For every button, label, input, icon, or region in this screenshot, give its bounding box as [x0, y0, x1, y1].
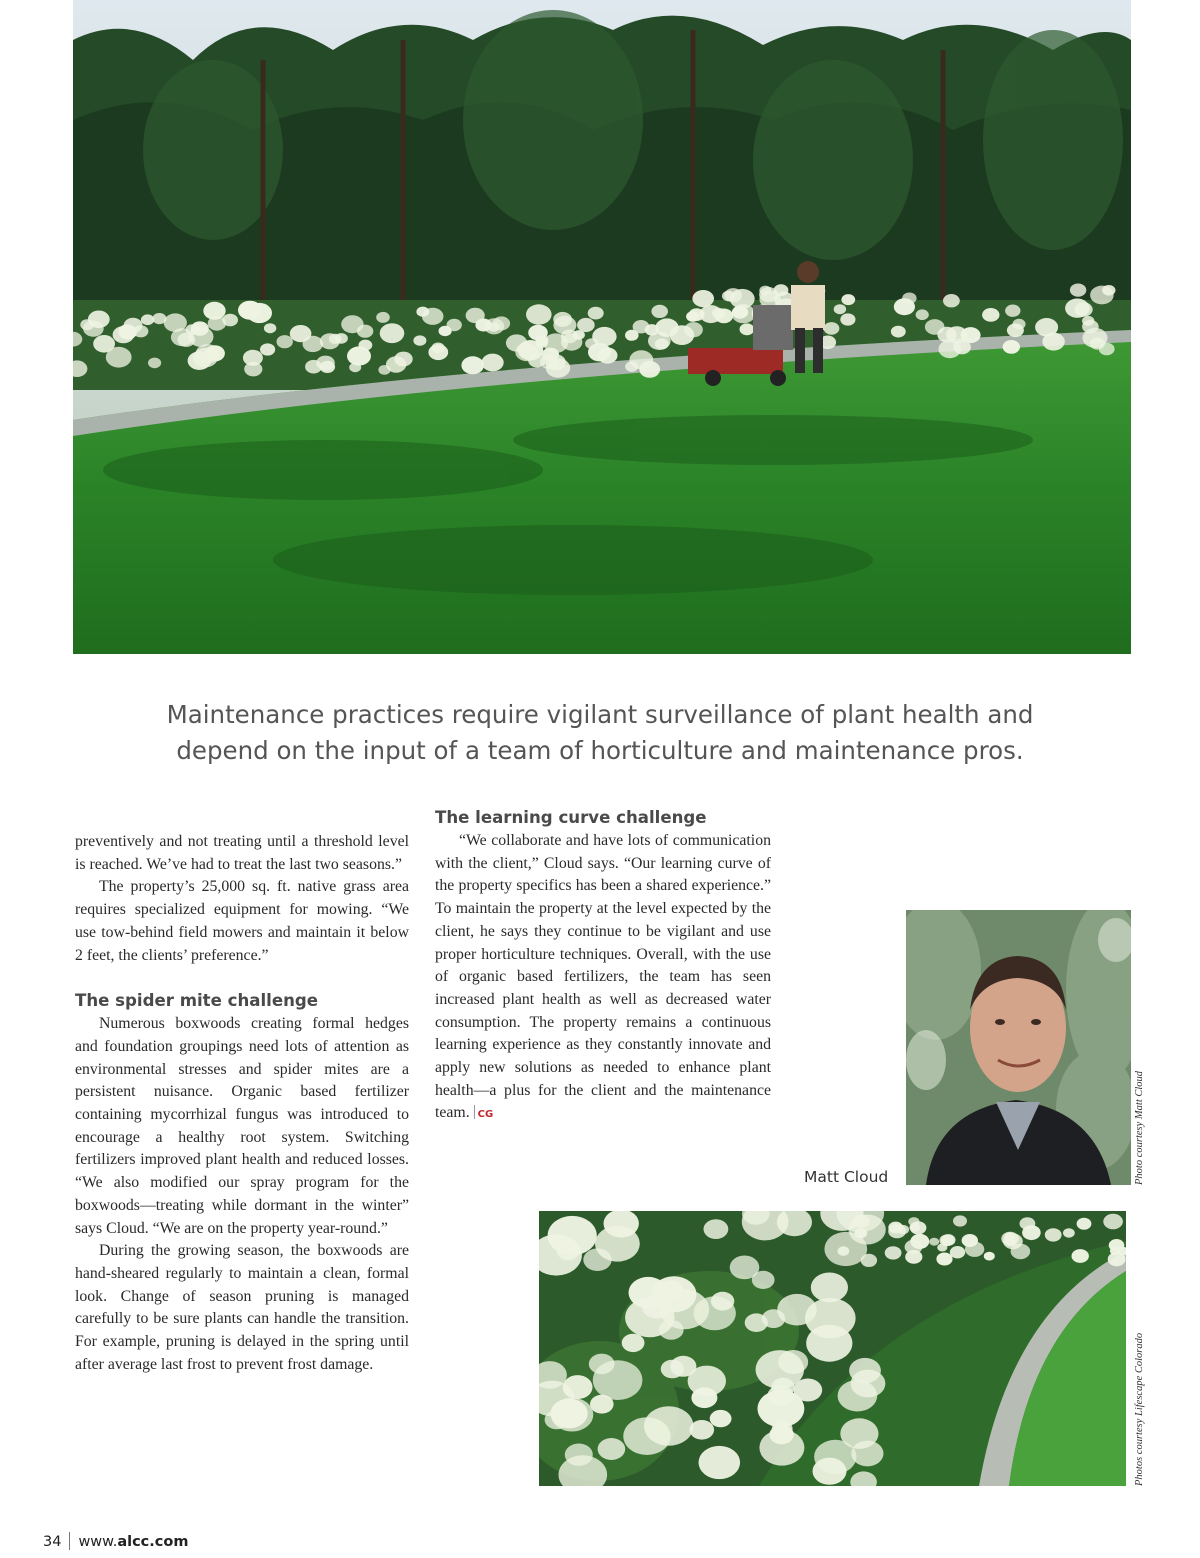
- hydrangea-bloom: [593, 1360, 643, 1400]
- hydrangea-bloom: [1070, 284, 1086, 297]
- hydrangea-bloom: [141, 314, 154, 325]
- hydrangea-bloom: [1072, 1249, 1089, 1263]
- article-column-2: [435, 806, 771, 1127]
- caption-line-2: depend on the input of a team of horticulture and maintenance pros.: [176, 736, 1024, 765]
- hydrangea-bloom: [661, 1360, 684, 1379]
- photo-credit-portrait: Photo courtesy Matt Cloud: [1134, 1070, 1145, 1185]
- paragraph: Numerous boxwoods creating formal hedges and foundation groupings need lots of attention as environmental stresses and spider mites are a persistent nuisance. Organic based fertilizer containing mycorrhizal fungus was introduced to encourage a healthy root system. Switching fertilizers improved plant health and reduced losses. “We also modified our spray program for the boxwoods—treating while dormant in the winter” says Cloud. “We are on the property year-round.”: [75, 1015, 409, 1237]
- hydrangea-bloom: [965, 1242, 984, 1257]
- hydrangea-bloom: [625, 361, 638, 372]
- page-footer: [43, 1532, 188, 1550]
- hydrangea-bloom: [1007, 324, 1024, 338]
- hydrangea-bloom: [264, 323, 276, 333]
- hydrangea-bloom: [380, 323, 405, 343]
- paragraph: The property’s 25,000 sq. ft. native grass area requires specialized equipment for mowing. “We use tow-behind field mowers and maintain it below 2 feet, the clients’ preference.”: [75, 878, 409, 964]
- hydrangea-bloom: [277, 335, 293, 348]
- hydrangea-bloom: [1063, 1228, 1075, 1237]
- hydrangea-bloom: [622, 1334, 645, 1352]
- hydrangea-bloom: [329, 334, 342, 344]
- hydrangea-bloom: [590, 1395, 614, 1414]
- paragraph: [435, 830, 771, 1127]
- hydrangea-bloom: [772, 1420, 793, 1437]
- paragraph: preventively and not treating until a threshold level is reached. We’ve had to treat the last two seasons.”: [75, 833, 409, 873]
- hydrangea-bloom: [561, 334, 582, 351]
- hydrangea-bloom: [447, 319, 462, 331]
- hydrangea-bloom: [577, 318, 595, 332]
- hydrangea-bloom: [855, 1228, 868, 1238]
- hydrangea-bloom: [740, 323, 755, 335]
- paragraph: During the growing season, the boxwoods are hand-sheared regularly to maintain a clean, formal look. Change of season pruning is managed carefully to be sure plants can handle the transition. For example, pruning is delayed in the spring until after average last frost to prevent frost damage.: [75, 1242, 409, 1373]
- footer-divider: [69, 1532, 70, 1550]
- hydrangea-bloom: [357, 325, 373, 338]
- hydrangea-bloom: [592, 327, 616, 346]
- hydrangea-bloom: [422, 308, 444, 325]
- hydrangea-bloom: [1109, 1239, 1125, 1252]
- hydrangea-bloom: [526, 304, 552, 324]
- hydrangea-bloom: [777, 1294, 817, 1326]
- hydrangea-bloom: [838, 1246, 850, 1256]
- footer-url-prefix: www.: [78, 1534, 118, 1550]
- hydrangea-bloom: [536, 338, 548, 348]
- hydrangea-bloom: [936, 1253, 952, 1266]
- hydrangea-bloom: [778, 1350, 808, 1374]
- hydrangea-bloom: [909, 1223, 920, 1232]
- hydrangea-bloom: [686, 311, 699, 322]
- hydrangea-bloom: [1099, 343, 1115, 356]
- hydrangea-bloom: [303, 336, 324, 352]
- hydrangea-bloom: [1065, 299, 1089, 318]
- hydrangea-bloom: [824, 322, 840, 335]
- hydrangea-bloom: [461, 356, 484, 374]
- hydrangea-bloom: [929, 1238, 939, 1246]
- hydrangea-bloom: [1005, 305, 1020, 317]
- hydrangea-bloom: [651, 305, 668, 318]
- hydrangea-bloom: [260, 343, 275, 355]
- hydrangea-bloom: [834, 304, 846, 314]
- hydrangea-bloom: [1108, 1252, 1126, 1266]
- hydrangea-bloom: [203, 302, 225, 320]
- hydrangea-bloom: [861, 1254, 877, 1267]
- hydrangea-bloom: [528, 325, 548, 341]
- hydrangea-bloom: [1103, 1214, 1123, 1230]
- hydrangea-bloom: [670, 325, 695, 345]
- hydrangea-bloom: [916, 309, 929, 320]
- hydrangea-bloom: [1045, 1228, 1062, 1241]
- hydrangea-bloom: [515, 343, 538, 361]
- hydrangea-bloom: [222, 314, 238, 327]
- section-heading-learning-curve: The learning curve challenge: [435, 808, 707, 827]
- hydrangea-bloom: [305, 360, 322, 374]
- portrait-photo-matt-cloud: [906, 910, 1131, 1185]
- hydrangea-bloom: [551, 1399, 588, 1429]
- paragraph-text: “We collaborate and have lots of communication with the client,” Cloud says. “Our learning curve of the property specifics has been a shared experience.” To maintain the property at the level expected by the client, he says they continue to be vigilant and use proper horticulture techniques. Overall, with the use of organic based fertilizers, the team has seen increased plant health as well as decreased water consumption. The property remains a continuous learning experience as they constantly innovate and apply new solutions as needed to enhance plant health—a plus for the client and the maintenance team.: [435, 832, 771, 1122]
- hydrangea-bloom: [588, 307, 604, 320]
- hydrangea-bloom: [891, 326, 906, 338]
- bottom-photo-hydrangeas: [539, 1211, 1126, 1486]
- hydrangea-bloom: [106, 347, 132, 368]
- hydrangea-bloom: [482, 354, 504, 372]
- hydrangea-bloom: [905, 1240, 923, 1254]
- hydrangea-bloom: [984, 1252, 995, 1261]
- hydrangea-bloom: [148, 358, 161, 369]
- hydrangea-bloom: [124, 318, 143, 333]
- hydrangea-bloom: [660, 1290, 710, 1330]
- hydrangea-bloom: [243, 350, 263, 366]
- hydrangea-bloom: [484, 318, 504, 334]
- hydrangea-bloom: [1003, 340, 1020, 354]
- hydrangea-bloom: [1006, 1238, 1017, 1246]
- hydrangea-bloom: [648, 332, 671, 350]
- hydrangea-bloom: [730, 1256, 760, 1280]
- hydrangea-bloom: [394, 352, 412, 367]
- hydrangea-bloom: [692, 290, 714, 307]
- hydrangea-bloom: [376, 312, 390, 323]
- hydrangea-bloom: [80, 319, 94, 330]
- hydrangea-bloom: [690, 1420, 715, 1440]
- hydrangea-bloom: [1090, 286, 1114, 305]
- hydrangea-bloom: [953, 340, 971, 354]
- hydrangea-bloom: [413, 335, 426, 345]
- hydrangea-bloom: [1035, 318, 1058, 336]
- hydrangea-bloom: [897, 1225, 909, 1234]
- hydrangea-bloom: [943, 294, 960, 307]
- hydrangea-bloom: [598, 1438, 626, 1460]
- hydrangea-bloom: [699, 1446, 741, 1479]
- article-column-1: [75, 831, 409, 1376]
- hydrangea-bloom: [953, 1215, 967, 1226]
- hydrangea-bloom: [359, 340, 373, 351]
- hydrangea-bloom: [710, 1410, 732, 1427]
- hydrangea-bloom: [885, 1246, 902, 1259]
- hydrangea-bloom: [950, 1246, 965, 1258]
- hydrangea-bloom: [840, 313, 855, 325]
- hydrangea-bloom: [597, 347, 617, 363]
- footer-url-domain[interactable]: alcc.com: [117, 1534, 189, 1550]
- hydrangea-bloom: [841, 294, 855, 305]
- hydrangea-bloom: [428, 344, 448, 360]
- hydrangea-bloom: [853, 1214, 870, 1228]
- hydrangea-bloom: [164, 313, 187, 332]
- hydrangea-bloom: [623, 1417, 670, 1455]
- hydrangea-bloom: [191, 321, 209, 335]
- hydrangea-bloom: [349, 363, 361, 373]
- hydrangea-bloom: [1022, 1225, 1041, 1240]
- hydrangea-bloom: [238, 301, 262, 320]
- hydrangea-bloom: [540, 355, 558, 370]
- hydrangea-bloom: [937, 1244, 947, 1252]
- hydrangea-bloom: [894, 298, 915, 315]
- end-mark: CG: [474, 1109, 494, 1120]
- hydrangea-bloom: [704, 1219, 729, 1239]
- photo-credit-bottom: Photos courtesy Lifescape Colorado: [1134, 1332, 1145, 1486]
- hydrangea-bloom: [814, 1440, 856, 1474]
- hydrangea-bloom: [715, 309, 733, 324]
- hydrangea-bloom: [1077, 1218, 1092, 1230]
- hydrangea-bloom: [925, 319, 945, 335]
- hydrangea-bloom: [759, 286, 771, 296]
- portrait-name-caption: Matt Cloud: [804, 1168, 889, 1186]
- hydrangea-bloom: [633, 320, 650, 333]
- hydrangea-bloom: [378, 365, 390, 375]
- hydrangea-bloom: [188, 351, 211, 370]
- photo-caption: [100, 697, 1100, 769]
- hydrangea-bloom: [982, 308, 999, 322]
- hydrangea-bloom: [730, 289, 755, 309]
- hydrangea-bloom: [691, 1387, 717, 1408]
- hero-photo-lawn-mowing: [73, 0, 1131, 654]
- hydrangea-bloom: [583, 1248, 611, 1271]
- hydrangea-bloom: [774, 284, 789, 296]
- hydrangea-bloom: [851, 1370, 886, 1398]
- section-heading-spider-mite: The spider mite challenge: [75, 991, 319, 1011]
- caption-line-1: Maintenance practices require vigilant surveillance of plant health and: [166, 700, 1034, 729]
- hydrangea-bloom: [639, 361, 660, 378]
- page-number: 34: [43, 1534, 62, 1550]
- hydrangea-bloom: [811, 1273, 848, 1303]
